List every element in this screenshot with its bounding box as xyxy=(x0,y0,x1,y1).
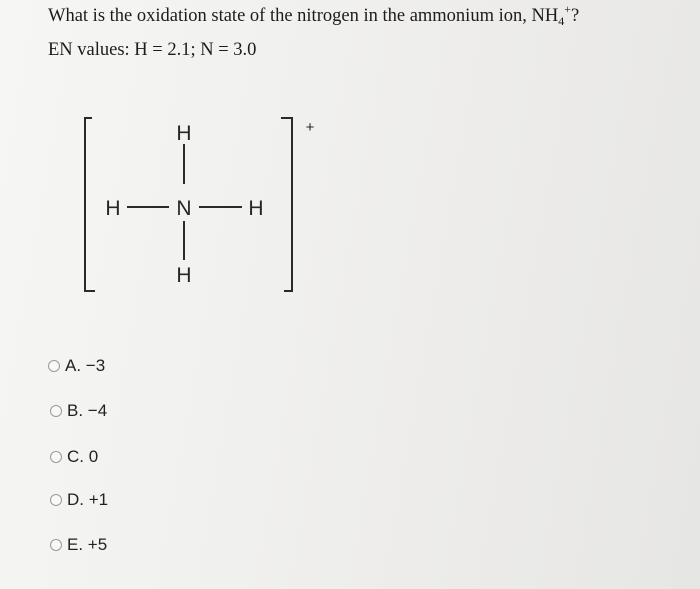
option-d[interactable] xyxy=(50,490,108,510)
option-label: B. −4 xyxy=(67,401,108,420)
en-values-text: EN values: H = 2.1; N = 3.0 xyxy=(48,40,257,60)
radio-icon[interactable] xyxy=(48,360,60,372)
atom-h-right: H xyxy=(248,197,264,220)
left-bracket xyxy=(85,118,95,291)
atom-h-top: H xyxy=(176,122,192,145)
option-e[interactable] xyxy=(50,535,107,555)
question-text: What is the oxidation state of the nitrogen in the ammonium ion, $NH_4^+$? xyxy=(48,2,580,28)
option-b[interactable] xyxy=(50,401,107,421)
option-label: D. +1 xyxy=(67,490,109,509)
question-superscript: + xyxy=(564,2,571,16)
radio-icon[interactable] xyxy=(50,494,62,506)
question-subscript: 4 xyxy=(558,14,565,28)
radio-icon[interactable] xyxy=(50,405,62,417)
radio-icon[interactable] xyxy=(50,539,62,551)
atom-n-center: N xyxy=(176,197,192,220)
option-label: E. +5 xyxy=(67,535,108,554)
option-label: A. −3 xyxy=(65,356,106,375)
option-label: C. 0 xyxy=(67,447,99,466)
right-bracket xyxy=(281,118,292,291)
option-a[interactable] xyxy=(48,356,105,376)
ion-charge: + xyxy=(305,119,315,136)
atom-h-left: H xyxy=(105,197,121,220)
radio-icon[interactable] xyxy=(50,451,62,463)
atom-h-bottom: H xyxy=(176,264,192,287)
option-c[interactable] xyxy=(50,447,98,467)
